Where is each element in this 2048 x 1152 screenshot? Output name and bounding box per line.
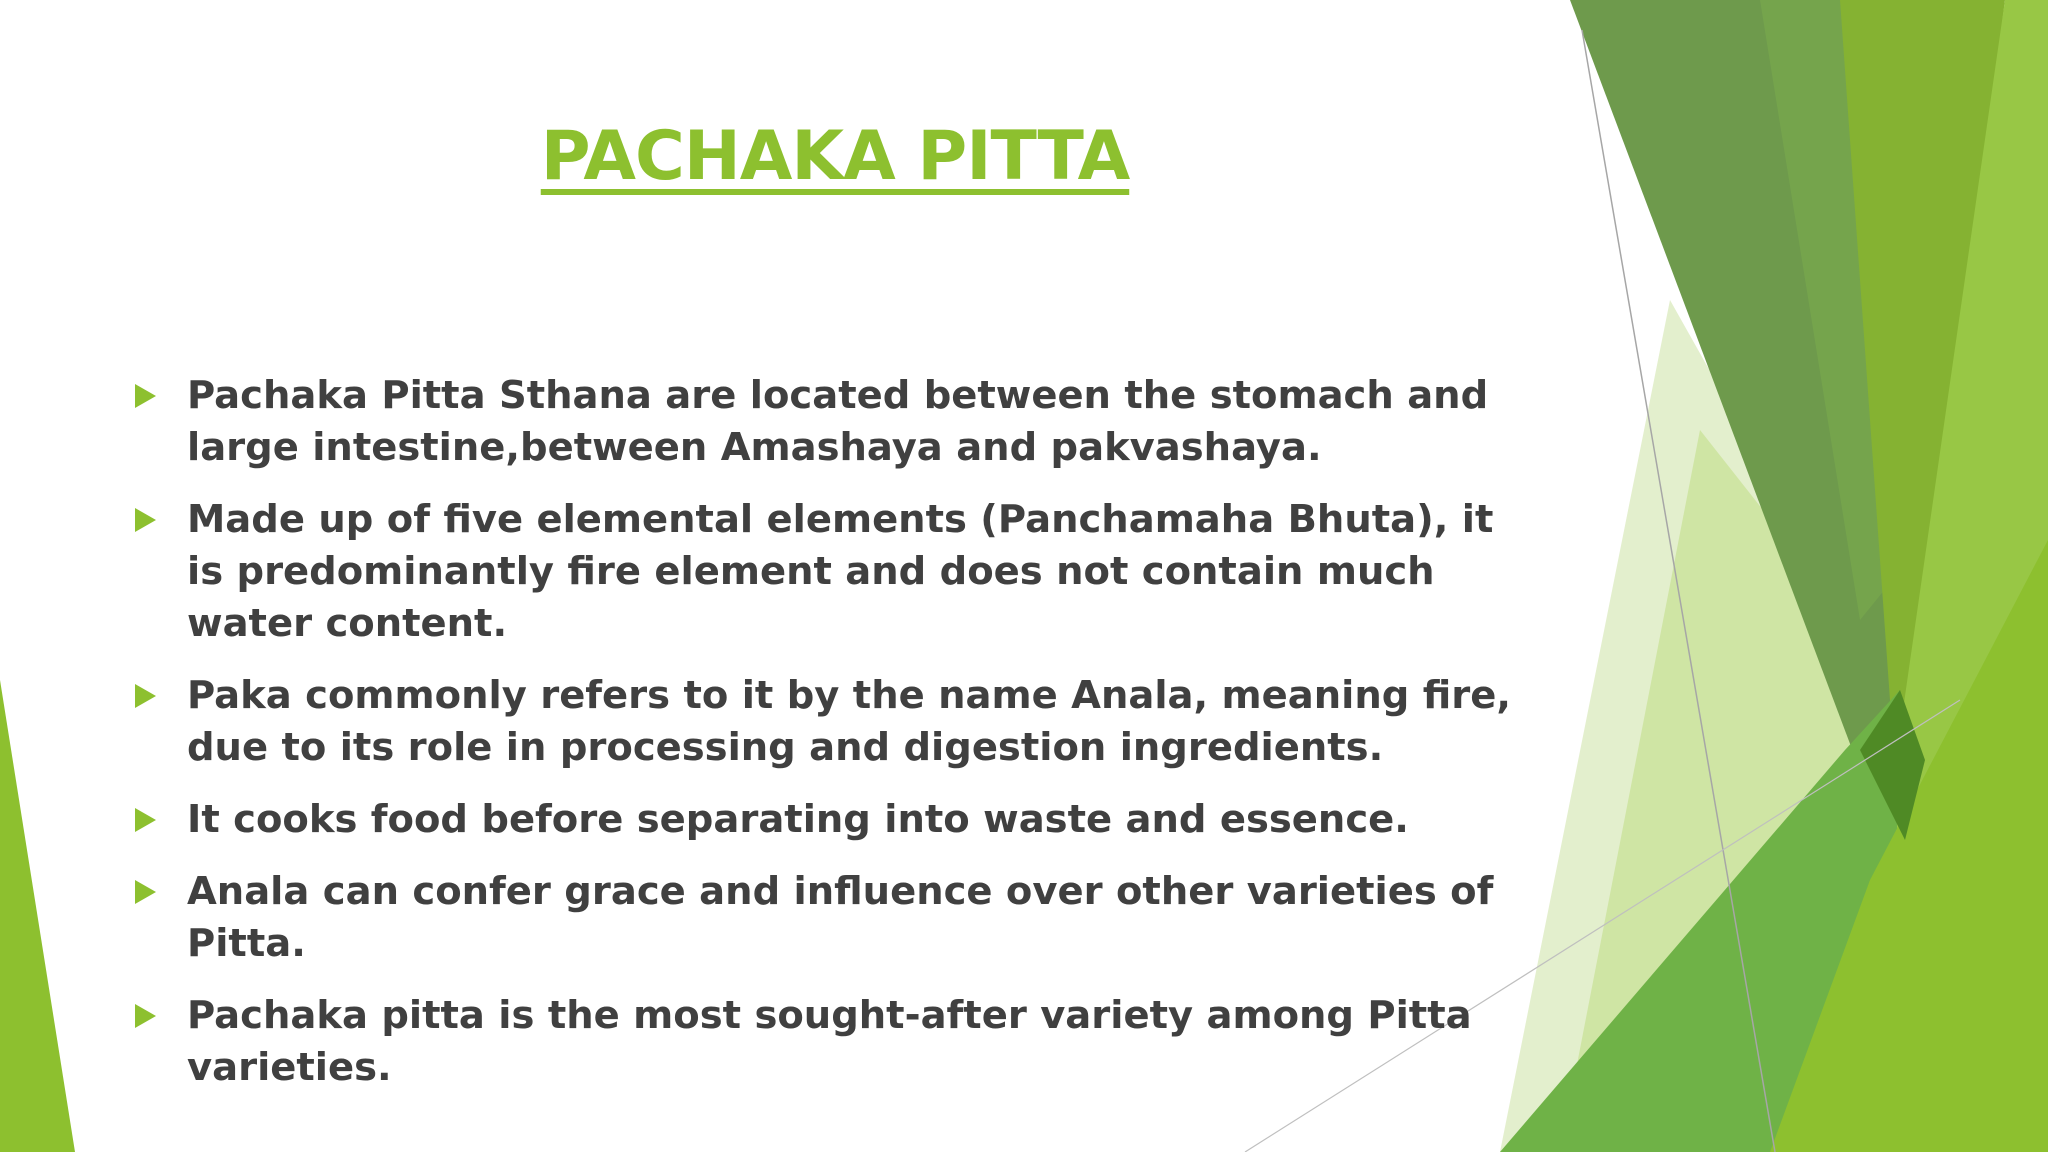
bullet-item-3	[130, 670, 1530, 774]
slide-title-text: PACHAKA PITTA	[540, 117, 1130, 196]
left-edge-facet	[0, 680, 75, 1152]
bullet-text: Pachaka Pitta Sthana are located between the stomach and large intestine,between Amashaya and pakvashaya.	[187, 373, 1489, 470]
slide-title	[0, 112, 1670, 202]
triangle-right-icon	[135, 684, 156, 708]
bullet-text: Paka commonly refers to it by the name Anala, meaning fire, due to its role in processing and digestion ingredients.	[187, 673, 1511, 770]
bullet-list	[130, 370, 1530, 1114]
bullet-text: It cooks food before separating into waste and essence.	[187, 797, 1409, 842]
bullet-item-4	[130, 794, 1530, 846]
triangle-right-icon	[135, 384, 156, 408]
bullet-text: Made up of five elemental elements (Panchamaha Bhuta), it is predominantly fire element and does not contain much water content.	[187, 497, 1494, 646]
bullet-item-5	[130, 866, 1530, 970]
triangle-right-icon	[135, 880, 156, 904]
bullet-item-1	[130, 370, 1530, 474]
triangle-right-icon	[135, 508, 156, 532]
bullet-item-6	[130, 990, 1530, 1094]
bullet-text: Pachaka pitta is the most sought-after variety among Pitta varieties.	[187, 993, 1472, 1090]
bullet-text: Anala can confer grace and influence over other varieties of Pitta.	[187, 869, 1494, 966]
triangle-right-icon	[135, 1004, 156, 1028]
triangle-right-icon	[135, 808, 156, 832]
bullet-item-2	[130, 494, 1530, 650]
